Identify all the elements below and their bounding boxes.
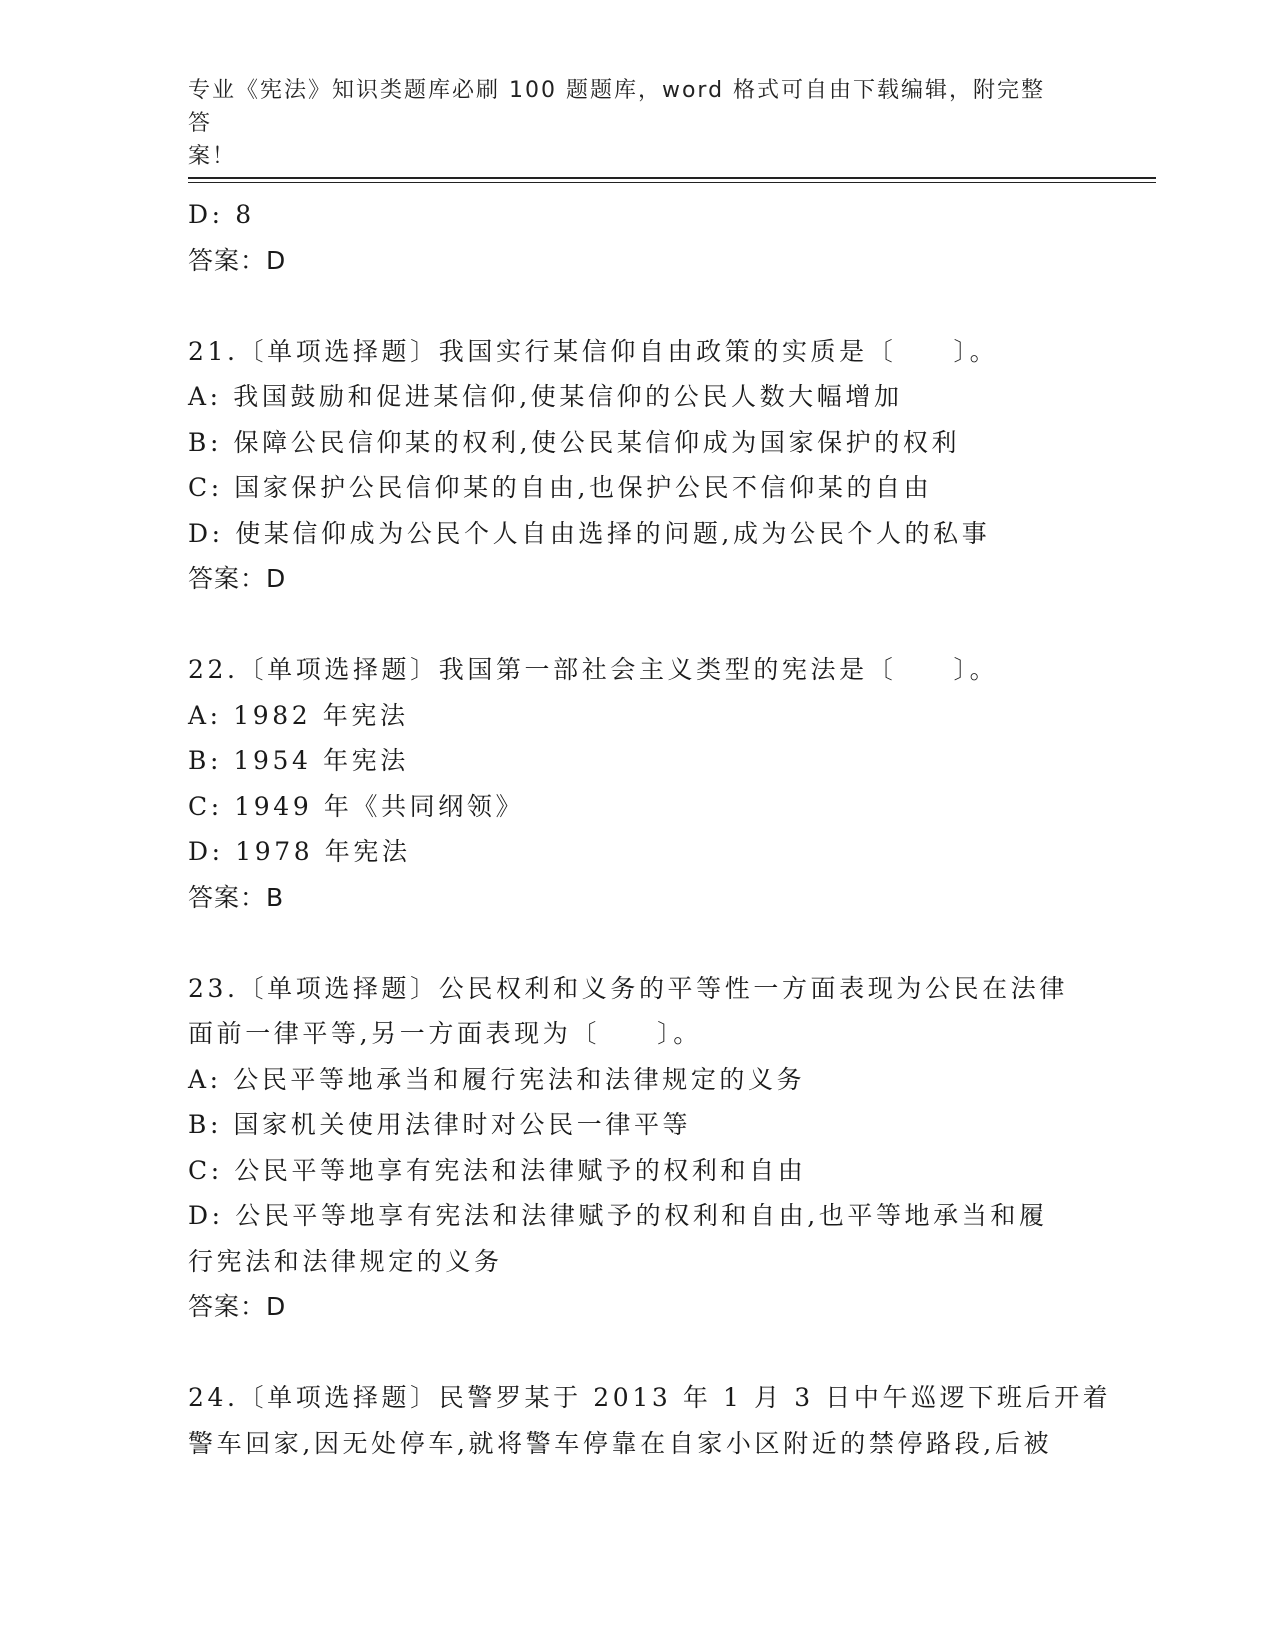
question-23-option-d-line-2: 行宪法和法律规定的义务	[188, 1246, 503, 1276]
question-21-option-d: D: 使某信仰成为公民个人自由选择的问题,成为公民个人的私事	[188, 518, 991, 548]
document-header	[188, 74, 1068, 173]
spacer	[188, 602, 1088, 648]
spacer	[188, 920, 1088, 966]
question-22	[188, 647, 1088, 920]
prev-option-d: D: 8	[188, 200, 255, 229]
document-body	[188, 192, 1112, 1466]
question-24	[188, 1375, 1112, 1466]
question-24-stem-line-1: 24.〔单项选择题〕民警罗某于 2013 年 1 月 3 日中午巡逻下班后开着	[188, 1383, 1112, 1412]
question-23-stem-line-2: 面前一律平等,另一方面表现为〔 〕。	[188, 1019, 702, 1048]
question-22-option-d: D: 1978 年宪法	[188, 837, 411, 866]
question-21-option-a: A: 我国鼓励和促进某信仰,使某信仰的公民人数大幅增加	[188, 382, 903, 411]
question-21-answer: 答案：D	[188, 564, 287, 593]
question-23-answer: 答案：D	[188, 1292, 287, 1321]
question-22-answer: 答案：B	[188, 882, 285, 912]
question-23-option-a: A: 公民平等地承当和履行宪法和法律规定的义务	[188, 1064, 806, 1094]
question-21-option-b: B: 保障公民信仰某的权利,使公民某信仰成为国家保护的权利	[188, 427, 961, 457]
question-23-option-b: B: 国家机关使用法律时对公民一律平等	[188, 1110, 692, 1139]
question-24-stem-line-2: 警车回家,因无处停车,就将警车停靠在自家小区附近的禁停路段,后被	[188, 1428, 1053, 1458]
question-21	[188, 329, 1088, 602]
question-23-option-c: C: 公民平等地享有宪法和法律赋予的权利和自由	[188, 1155, 807, 1185]
spacer	[188, 283, 1088, 329]
question-22-stem: 22.〔单项选择题〕我国第一部社会主义类型的宪法是〔 〕。	[188, 655, 999, 684]
question-22-option-b: B: 1954 年宪法	[188, 746, 409, 775]
question-23	[188, 966, 1088, 1330]
spacer	[188, 1330, 1088, 1376]
header-line-2: 案！	[188, 144, 237, 169]
prev-answer: 答案：D	[188, 245, 287, 275]
question-21-option-c: C: 国家保护公民信仰某的自由,也保护公民不信仰某的自由	[188, 473, 933, 502]
question-23-option-d-line-1: D: 公民平等地享有宪法和法律赋予的权利和自由,也平等地承当和履	[188, 1201, 1048, 1230]
question-22-option-a: A: 1982 年宪法	[188, 700, 409, 730]
question-22-option-c: C: 1949 年《共同纲领》	[188, 791, 525, 821]
header-line-1: 专业《宪法》知识类题库必刷 100 题题库，word 格式可自由下载编辑，附完整答	[188, 78, 1046, 136]
header-divider-thin	[188, 182, 1156, 183]
header-divider-thick	[188, 177, 1156, 179]
question-21-stem: 21.〔单项选择题〕我国实行某信仰自由政策的实质是〔 〕。	[188, 336, 999, 366]
question-23-stem-line-1: 23.〔单项选择题〕公民权利和义务的平等性一方面表现为公民在法律	[188, 973, 1068, 1003]
